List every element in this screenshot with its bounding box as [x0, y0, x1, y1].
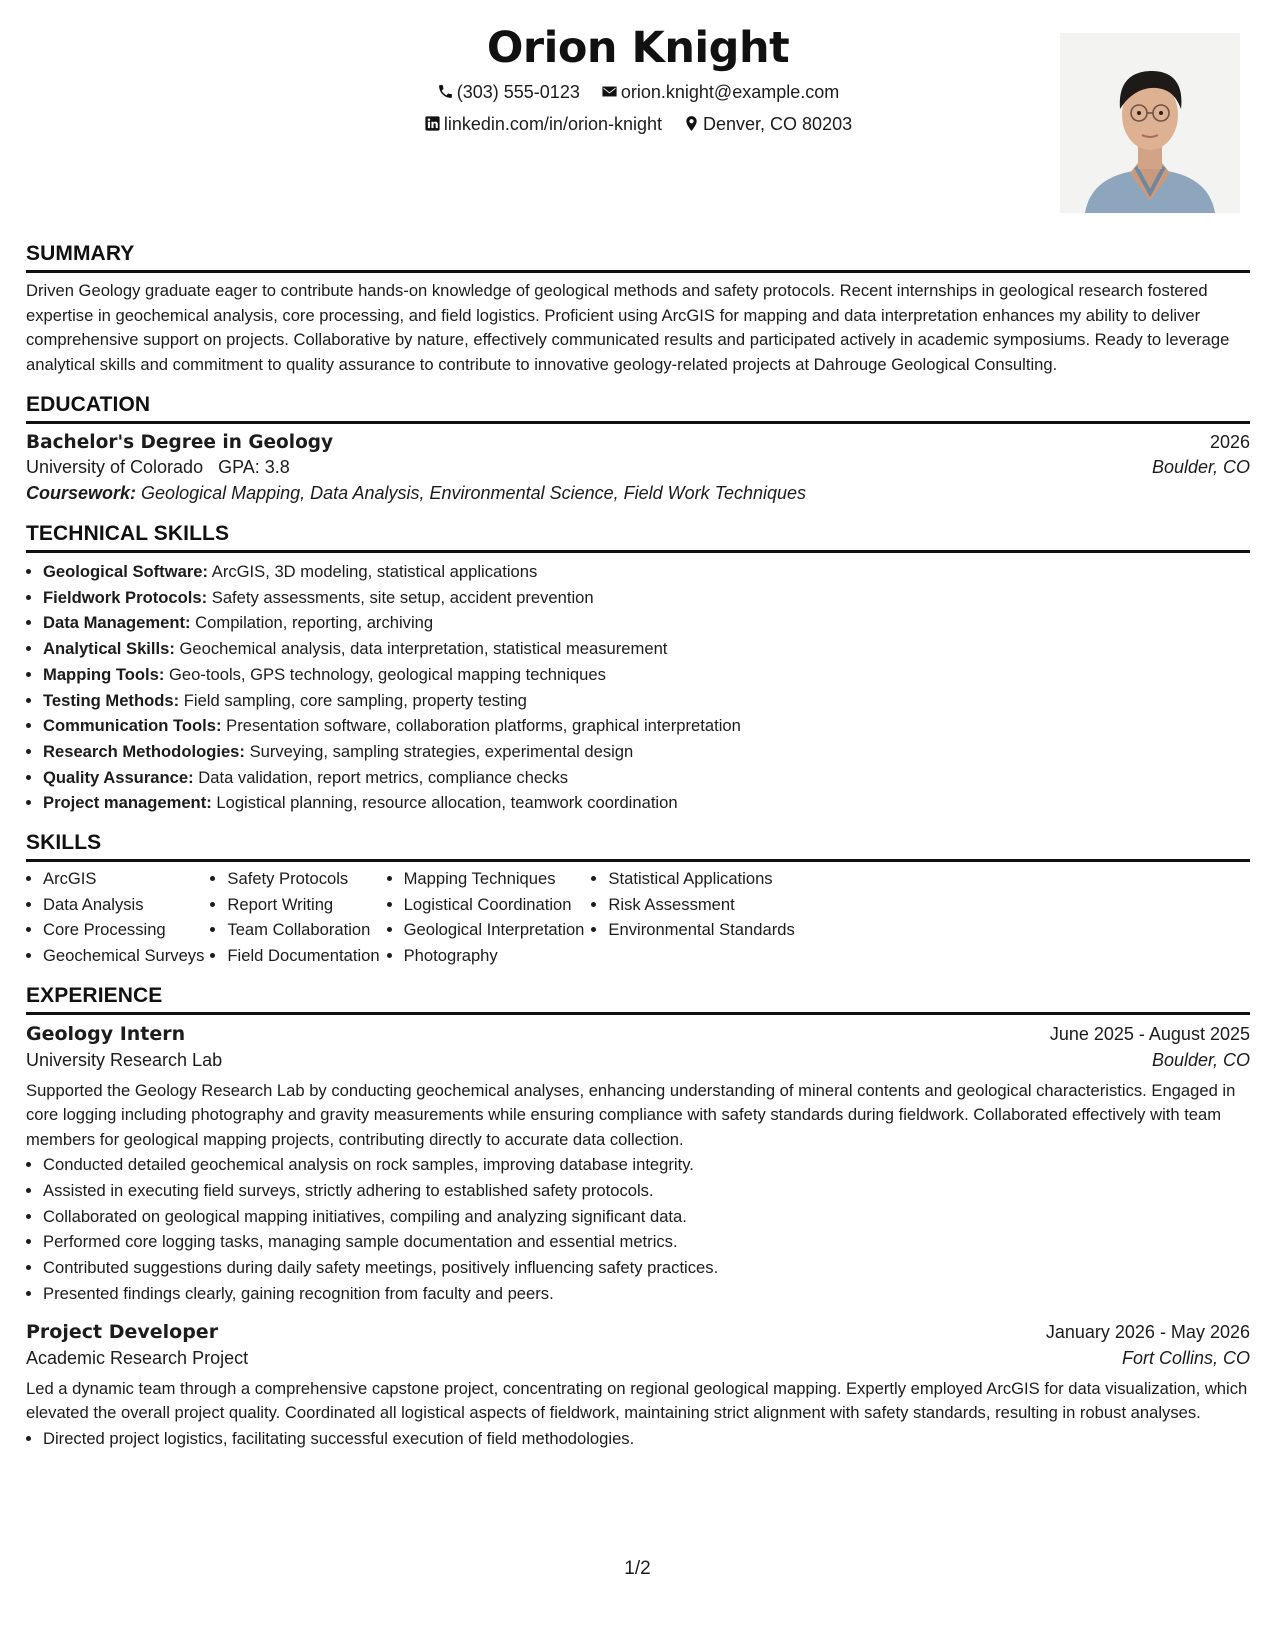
skill-item: • ArcGIS [43, 866, 204, 892]
technical-skill-text: Presentation software, collaboration platforms, graphical interpretation [226, 716, 741, 736]
skill-item: • Safety Protocols [227, 866, 379, 892]
organization: University Research Lab [26, 1049, 223, 1070]
skills-grid [26, 866, 1250, 969]
summary-text: Driven Geology graduate eager to contribute hands-on knowledge of geological methods and safety protocols. Recent internships in geological research fostered expertise in geochemical analysis, core processing, and field logistics. Proficient using ArcGIS for mapping and data interpretation enhances my ability to deliver comprehensive support on projects. Collaborative by nature, effectively communicated results and participated actively in academic symposiums. Ready to leverage analytical skills and commitment to quality assurance to contribute to innovative geology-related projects at Dahrouge Geological Consulting. [26, 281, 1230, 374]
job-dates: January 2026 - May 2026 [1045, 1321, 1250, 1342]
summary-heading: SUMMARY [26, 242, 1250, 273]
job-bullets [26, 1426, 1250, 1452]
school-info [26, 457, 290, 478]
coursework-label: Coursework: [26, 483, 137, 503]
skills-heading: SKILLS [26, 831, 1250, 862]
map-pin-icon [683, 115, 700, 132]
job-title: Project Developer [26, 1320, 219, 1343]
technical-skill-label: Geological Software: [43, 562, 209, 581]
skill-item: • Field Documentation [227, 943, 379, 969]
experience-section [26, 984, 1250, 1451]
job-bullet: • Assisted in executing field surveys, strictly adhering to established safety protocols. [43, 1178, 1250, 1204]
job-bullet: • Performed core logging tasks, managing sample documentation and essential metrics. [43, 1229, 1250, 1255]
education-section [26, 393, 1250, 504]
experience-heading: EXPERIENCE [26, 984, 1250, 1015]
technical-skills-section [26, 522, 1250, 816]
technical-skill-label: Mapping Tools: [43, 664, 165, 684]
technical-skill-text: Compilation, reporting, archiving [195, 613, 434, 633]
technical-skill-item [43, 610, 1250, 636]
job-bullet: • Collaborated on geological mapping initiatives, compiling and analyzing significant data. [43, 1204, 1250, 1230]
resume-header [26, 18, 1250, 233]
job-location: Fort Collins, CO [1121, 1347, 1250, 1368]
technical-skill-text: Data validation, report metrics, compliance checks [198, 767, 569, 787]
technical-skill-item [43, 636, 1250, 662]
technical-skill-text: ArcGIS, 3D modeling, statistical applications [211, 562, 538, 581]
envelope-icon [601, 83, 618, 100]
degree-name: Bachelor's Degree in Geology [26, 432, 334, 453]
education-row-1 [26, 432, 1250, 453]
technical-skill-item [43, 585, 1250, 611]
skill-item: • Team Collaboration [227, 917, 379, 943]
phone-contact [437, 82, 580, 103]
job-summary: Led a dynamic team through a comprehensive capstone project, concentrating on regional geological mapping. Expertly employed ArcGIS for data visualization, which elevated the overall project quality. Coordinated all logistical aspects of fieldwork, maintaining strict alignment with safety standards, resulting in robust analyses. [26, 1378, 1248, 1423]
linkedin-icon [424, 115, 441, 132]
technical-skill-text: Geochemical analysis, data interpretation, statistical measurement [179, 639, 668, 659]
technical-skill-label: Project management: [43, 793, 212, 813]
experience-entry [26, 1023, 1250, 1307]
job-bullet: • Contributed suggestions during daily safety meetings, positively influencing safety practices. [43, 1255, 1250, 1281]
education-row-2 [26, 457, 1250, 478]
phone-number: (303) 555-0123 [456, 81, 580, 102]
resume-page [26, 18, 1250, 1451]
graduation-year: 2026 [1209, 432, 1250, 452]
technical-skill-label: Data Management: [43, 613, 191, 633]
technical-skill-text: Field sampling, core sampling, property testing [183, 690, 527, 710]
technical-skill-item [43, 790, 1250, 816]
technical-skill-label: Quality Assurance: [43, 767, 194, 787]
technical-skill-text: Logistical planning, resource allocation, teamwork coordination [216, 793, 678, 813]
coursework [26, 483, 1250, 504]
job-title: Geology Intern [26, 1022, 186, 1045]
skills-column [387, 866, 585, 969]
email-address[interactable]: orion.knight@example.com [620, 81, 840, 102]
job-location: Boulder, CO [1151, 1049, 1250, 1070]
technical-skill-item [43, 765, 1250, 791]
gpa: GPA: 3.8 [218, 457, 290, 477]
technical-skill-item [43, 688, 1250, 714]
technical-skill-label: Fieldwork Protocols: [43, 587, 208, 607]
skill-item: • Risk Assessment [608, 892, 794, 918]
skill-item: • Logistical Coordination [404, 892, 585, 918]
candidate-name: Orion Knight [486, 23, 790, 73]
skills-column [26, 866, 204, 969]
school-location: Boulder, CO [1151, 457, 1250, 477]
job-bullet: • Presented findings clearly, gaining recognition from faculty and peers. [43, 1281, 1250, 1307]
linkedin-contact[interactable] [424, 114, 662, 135]
experience-entry [26, 1321, 1250, 1452]
skill-item: • Geological Interpretation [404, 917, 585, 943]
skills-column [591, 866, 794, 969]
technical-skill-item [43, 559, 1250, 585]
technical-skill-label: Analytical Skills: [43, 639, 175, 659]
technical-skill-text: Surveying, sampling strategies, experimental design [249, 741, 634, 761]
skill-item: • Environmental Standards [608, 917, 794, 943]
location-contact [683, 114, 852, 135]
technical-skills-list [26, 559, 1250, 816]
technical-skill-label: Testing Methods: [43, 690, 180, 710]
experience-list [26, 1023, 1250, 1451]
summary-section [26, 242, 1250, 377]
skill-item: • Core Processing [43, 917, 204, 943]
skill-item: • Statistical Applications [608, 866, 794, 892]
technical-skill-text: Safety assessments, site setup, accident prevention [211, 587, 594, 607]
skill-item: • Geochemical Surveys [43, 943, 204, 969]
job-dates: June 2025 - August 2025 [1049, 1023, 1250, 1044]
skill-item: • Photography [404, 943, 585, 969]
technical-skill-text: Geo-tools, GPS technology, geological mapping techniques [168, 664, 606, 684]
job-bullet: • Conducted detailed geochemical analysis on rock samples, improving database integrity. [43, 1152, 1250, 1178]
skills-column [210, 866, 379, 969]
page-number: 1/2 [624, 1558, 651, 1579]
skills-section [26, 831, 1250, 969]
skill-item: • Data Analysis [43, 892, 204, 918]
phone-icon [437, 83, 454, 100]
portrait-image [1060, 33, 1240, 213]
technical-skill-item [43, 739, 1250, 765]
education-heading: EDUCATION [26, 393, 1250, 424]
skill-item: • Report Writing [227, 892, 379, 918]
technical-skill-item [43, 713, 1250, 739]
job-summary: Supported the Geology Research Lab by conducting geochemical analyses, enhancing understanding of mineral contents and geological characteristics. Engaged in core logging including photography and gravity measurements while ensuring compliance with safety standards during fieldwork. Collaborated effectively with team members for geological mapping projects, contributing directly to accurate data collection. [26, 1080, 1236, 1149]
experience-header-row [26, 1321, 1250, 1343]
linkedin-url[interactable]: linkedin.com/in/orion-knight [443, 113, 662, 134]
school-name: University of Colorado [26, 457, 204, 477]
job-bullet: • Directed project logistics, facilitating successful execution of field methodologies. [43, 1426, 1250, 1452]
email-contact[interactable] [601, 82, 839, 103]
organization: Academic Research Project [26, 1347, 249, 1368]
technical-skill-item [43, 662, 1250, 688]
technical-skill-label: Research Methodologies: [43, 741, 245, 761]
coursework-list: Geological Mapping, Data Analysis, Environmental Science, Field Work Techniques [141, 483, 807, 503]
technical-skill-label: Communication Tools: [43, 716, 222, 736]
job-bullets [26, 1152, 1250, 1306]
location-text: Denver, CO 80203 [703, 113, 853, 134]
experience-header-row [26, 1023, 1250, 1045]
experience-org-row [26, 1348, 1250, 1369]
technical-skills-heading: TECHNICAL SKILLS [26, 522, 1250, 553]
skill-item: • Mapping Techniques [404, 866, 585, 892]
profile-photo [1060, 33, 1240, 213]
experience-org-row [26, 1050, 1250, 1071]
